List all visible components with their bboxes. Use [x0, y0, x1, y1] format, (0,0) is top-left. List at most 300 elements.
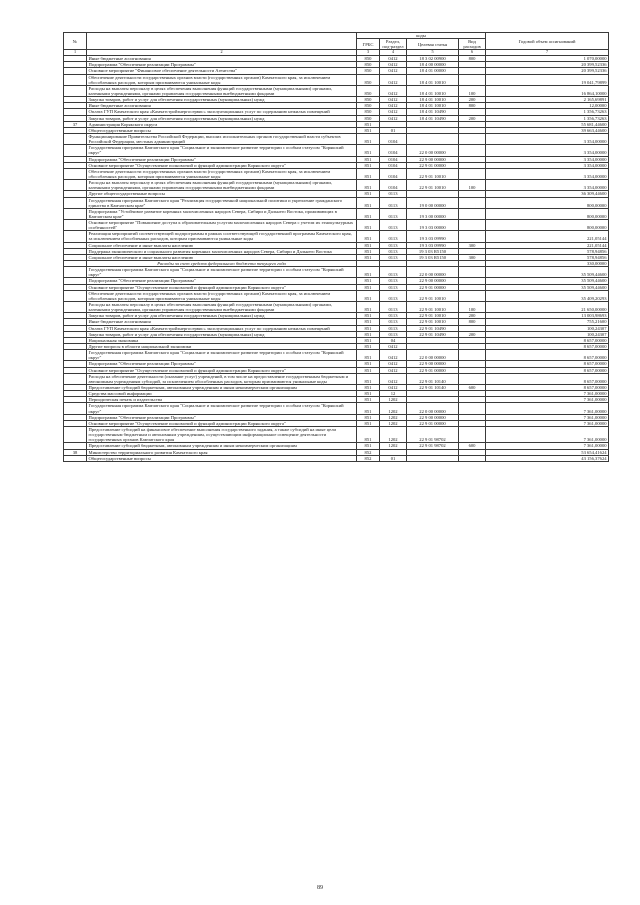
row-amount: 35 509,44600 — [486, 267, 609, 278]
row-amount: 3 354,00000 — [486, 145, 609, 156]
row-expense-type: 100 — [459, 180, 486, 191]
row-target: 22 9 01 00000 — [407, 420, 459, 426]
row-section: 0412 — [380, 103, 407, 109]
row-name: Основное мероприятие "Осуществление полномочий и функций администрации Корякского округа" — [87, 420, 357, 426]
row-section: 0104 — [380, 156, 407, 162]
row-grbs: 851 — [357, 168, 380, 179]
row-grbs: 851 — [357, 443, 380, 449]
row-number — [64, 85, 87, 96]
row-target: 22 9 01 10490 — [407, 325, 459, 331]
row-grbs: 851 — [357, 373, 380, 384]
row-amount: 1 356,73263 — [486, 115, 609, 121]
row-target: 18 4 01 10490 — [407, 109, 459, 115]
row-target: 19 0 00 00000 — [407, 197, 459, 208]
row-target: 22 9 01 98702 — [407, 426, 459, 442]
row-target: 22 0 00 00000 — [407, 350, 459, 361]
row-amount: 19 041,79899 — [486, 74, 609, 85]
row-name: Обеспечение деятельности государственных органов власти (государственных органов) Камчатского края, за исключением обособленных расходов, которым присваиваются уникальные коды — [87, 290, 357, 301]
row-section: 1202 — [380, 397, 407, 403]
row-expense-type: 200 — [459, 97, 486, 103]
row-name: Иные бюджетные ассигнования — [87, 56, 357, 62]
row-grbs: 851 — [357, 337, 380, 343]
table-body — [64, 56, 609, 462]
row-amount: 20 399,52336 — [486, 62, 609, 68]
row-target: 22 9 01 10010 — [407, 168, 459, 179]
row-section: 0412 — [380, 115, 407, 121]
row-grbs: 851 — [357, 325, 380, 331]
row-amount: 2 165,69891 — [486, 97, 609, 103]
row-name: Поддержка экономического и социального развития коренных малочисленных народов Севера, Сибири и Дальнего Востока — [87, 248, 357, 254]
column-index: 5 — [407, 50, 459, 56]
row-amount: 35 409,20293 — [486, 290, 609, 301]
row-expense-type — [459, 231, 486, 242]
row-amount: 8 657,00000 — [486, 385, 609, 391]
row-name: Иные бюджетные ассигнования — [87, 103, 357, 109]
header-number: № — [64, 33, 87, 50]
row-amount: 800,00000 — [486, 197, 609, 208]
row-target: 22 9 01 10010 — [407, 319, 459, 325]
row-target — [407, 455, 459, 461]
row-number — [64, 290, 87, 301]
row-section: 0104 — [380, 145, 407, 156]
row-expense-type: 800 — [459, 319, 486, 325]
row-expense-type: 200 — [459, 115, 486, 121]
row-amount: 3 354,00000 — [486, 162, 609, 168]
row-section: 1202 — [380, 426, 407, 442]
row-section: 04 — [380, 337, 407, 343]
row-section: 0113 — [380, 220, 407, 231]
header-target: Целевая статья — [407, 39, 459, 50]
row-target: 18 4 01 10010 — [407, 85, 459, 96]
row-number — [64, 74, 87, 85]
row-amount: 35 509,44600 — [486, 278, 609, 284]
header-codes-group: коды — [357, 33, 486, 39]
table-row — [64, 350, 609, 361]
row-name: Подпрограмма "Обеспечение реализации Программы" — [87, 361, 357, 367]
row-number — [64, 231, 87, 242]
row-name: Основное мероприятие "Финансовое обеспечение деятельности Агентства" — [87, 68, 357, 74]
row-grbs: 851 — [357, 267, 380, 278]
row-target: 19 3 03 00000 — [407, 220, 459, 231]
row-target: 22 9 01 10140 — [407, 373, 459, 384]
row-number: 38 — [64, 449, 87, 455]
row-amount: 3 354,00000 — [486, 168, 609, 179]
row-name: Закупка товаров, работ и услуг для обеспечения государственных (муниципальных) нужд — [87, 331, 357, 337]
row-amount: 39 663,44600 — [486, 127, 609, 133]
row-expense-type — [459, 403, 486, 414]
column-index: 7 — [486, 50, 609, 56]
row-section: 0412 — [380, 367, 407, 373]
row-name: Подпрограмма "Обеспечение реализации Программы" — [87, 278, 357, 284]
row-amount: 755,21600 — [486, 319, 609, 325]
row-grbs: 851 — [357, 278, 380, 284]
row-expense-type: 800 — [459, 103, 486, 109]
row-target: 22 9 01 98702 — [407, 443, 459, 449]
row-target: 22 9 01 10010 — [407, 313, 459, 319]
row-expense-type: 200 — [459, 313, 486, 319]
column-index: 4 — [380, 50, 407, 56]
row-section: 0113 — [380, 313, 407, 319]
row-section: 0104 — [380, 168, 407, 179]
row-grbs: 851 — [357, 254, 380, 260]
row-name: Основное мероприятие "Повышение доступа к образовательным услугам малочисленных народов Севера с учетом их этнокультурных особенностей" — [87, 220, 357, 231]
row-name: Периодическая печать и издательства — [87, 397, 357, 403]
row-target: 19 3 03 09990 — [407, 231, 459, 242]
row-grbs: 851 — [357, 331, 380, 337]
row-name: Общегосударственные вопросы — [87, 127, 357, 133]
row-grbs: 851 — [357, 290, 380, 301]
table-row — [64, 426, 609, 442]
column-index: 2 — [87, 50, 357, 56]
row-amount: 3 354,00000 — [486, 133, 609, 144]
row-name: Обеспечение деятельности государственных органов власти (государственных органов) Камчатского края, за исключением обособленных расходов, которым присваиваются уникальные коды — [87, 74, 357, 85]
table-row — [64, 231, 609, 242]
row-amount: 7 361,00000 — [486, 391, 609, 397]
row-expense-type — [459, 290, 486, 301]
row-name: Предоставление субсидий бюджетным, автономным учреждениям и иным некоммерческим организациям — [87, 385, 357, 391]
row-name: Государственная программа Камчатского края "Социальное и экономическое развитие территории с особым статусом "Корякский округ" — [87, 403, 357, 414]
row-section: 01 — [380, 127, 407, 133]
row-grbs: 851 — [357, 180, 380, 191]
row-section: 0113 — [380, 284, 407, 290]
row-expense-type: 300 — [459, 242, 486, 248]
row-section: 0113 — [380, 191, 407, 197]
row-section: 0412 — [380, 85, 407, 96]
row-grbs: 851 — [357, 127, 380, 133]
row-amount: 7 361,00000 — [486, 426, 609, 442]
row-grbs: 851 — [357, 350, 380, 361]
row-section: 0412 — [380, 56, 407, 62]
row-number — [64, 455, 87, 461]
row-name: Другие общегосударственные вопросы — [87, 191, 357, 197]
column-index: 3 — [357, 50, 380, 56]
header-section: Раздел, под-раздел — [380, 39, 407, 50]
row-section: 0113 — [380, 242, 407, 248]
row-grbs: 851 — [357, 403, 380, 414]
table-row — [64, 208, 609, 219]
row-number — [64, 403, 87, 414]
row-section: 0412 — [380, 97, 407, 103]
table-row — [64, 168, 609, 179]
row-number — [64, 267, 87, 278]
row-target: 22 9 00 00000 — [407, 278, 459, 284]
row-name: Основное мероприятие "Осуществление полномочий и функций администрации Корякского округа" — [87, 284, 357, 290]
row-name: Подпрограмма "Обеспечение реализации Программы" — [87, 62, 357, 68]
row-name: Государственная программа Камчатского края "Социальное и экономическое развитие территории с особым статусом "Корякский округ" — [87, 145, 357, 156]
row-section: 1202 — [380, 443, 407, 449]
header-volume: Годовой объем ассигнований — [486, 33, 609, 50]
row-expense-type: 200 — [459, 331, 486, 337]
row-grbs: 852 — [357, 449, 380, 455]
row-expense-type — [459, 197, 486, 208]
row-amount: 800,00000 — [486, 208, 609, 219]
table-row — [64, 145, 609, 156]
row-target: 22 0 00 00000 — [407, 267, 459, 278]
row-grbs: 850 — [357, 115, 380, 121]
table-row — [64, 373, 609, 384]
row-section: 0113 — [380, 290, 407, 301]
row-grbs: 851 — [357, 242, 380, 248]
row-name: Государственная программа Камчатского края "Социальное и экономическое развитие территории с особым статусом "Корякский округ" — [87, 350, 357, 361]
row-amount: 8 657,00000 — [486, 337, 609, 343]
table-row — [64, 403, 609, 414]
row-name: Закупка товаров, работ и услуг для обеспечения государственных (муниципальных) нужд — [87, 115, 357, 121]
row-expense-type — [459, 208, 486, 219]
row-grbs: 851 — [357, 420, 380, 426]
row-name: Общегосударственные вопросы — [87, 455, 357, 461]
row-number — [64, 302, 87, 313]
row-expense-type — [459, 350, 486, 361]
row-target: 18 4 00 00000 — [407, 62, 459, 68]
row-name: Оплата ГУП Камчатского края «Камчатстройэнергосервис» эксплуатационных услуг по содержанию нежилых помещений — [87, 325, 357, 331]
row-grbs: 850 — [357, 109, 380, 115]
row-target: 22 9 01 10010 — [407, 290, 459, 301]
header-grbs: ГРБС — [357, 39, 380, 50]
row-grbs: 851 — [357, 208, 380, 219]
row-expense-type — [459, 455, 486, 461]
row-section: 0412 — [380, 350, 407, 361]
row-target: 18 4 01 10010 — [407, 103, 459, 109]
row-name: Подпрограмма "Устойчивое развитие коренных малочисленных народов Севера, Сибири и Дальнего Востока, проживающих в Камчатском крае" — [87, 208, 357, 219]
row-target: 19 3 03 R5150 — [407, 248, 459, 254]
row-number — [64, 133, 87, 144]
table-row — [64, 302, 609, 313]
row-target: 18 4 01 00000 — [407, 68, 459, 74]
row-grbs: 851 — [357, 156, 380, 162]
row-section: 0412 — [380, 109, 407, 115]
row-name: Расходы на выплаты персоналу в целях обеспечения выполнения функций государственными (муниципальными) органами, казенными учреждениями, органами управления государственными внебюджетными фондами — [87, 302, 357, 313]
row-amount: 221,05144 — [486, 242, 609, 248]
row-amount: 7 361,00000 — [486, 397, 609, 403]
row-number — [64, 208, 87, 219]
row-target: 22 0 00 00000 — [407, 145, 459, 156]
row-name: Расходы на выплаты персоналу в целях обеспечения выполнения функций государственными (муниципальными) органами, казенными учреждениями, органами управления государственными внебюджетными фондами — [87, 180, 357, 191]
row-expense-type — [459, 133, 486, 144]
row-amount: 578,94856 — [486, 248, 609, 254]
table-row — [64, 267, 609, 278]
row-expense-type — [459, 373, 486, 384]
row-amount: 55 681,44600 — [486, 121, 609, 127]
row-amount: 8 657,00000 — [486, 350, 609, 361]
row-amount: 12,00000 — [486, 103, 609, 109]
row-name: Социальное обеспечение и иные выплаты населению — [87, 254, 357, 260]
row-amount: 20 399,52336 — [486, 68, 609, 74]
row-name: Функционирование Правительства Российской Федерации, высших исполнительных органов государственной власти субъектов Российской Федерации, местных администраций — [87, 133, 357, 144]
row-amount: 3 354,00000 — [486, 156, 609, 162]
row-name: Средства массовой информации — [87, 391, 357, 397]
row-section: 0113 — [380, 208, 407, 219]
row-number — [64, 168, 87, 179]
row-target: 22 9 00 00000 — [407, 414, 459, 420]
row-expense-type — [459, 74, 486, 85]
table-row — [64, 85, 609, 96]
row-amount: 35 509,44600 — [486, 284, 609, 290]
row-section: 0113 — [380, 325, 407, 331]
row-target: 22 9 01 00000 — [407, 284, 459, 290]
row-section: 0104 — [380, 162, 407, 168]
row-grbs: 852 — [357, 455, 380, 461]
row-name: Иные бюджетные ассигнования — [87, 319, 357, 325]
table-row — [64, 197, 609, 208]
row-number — [64, 145, 87, 156]
row-expense-type — [459, 145, 486, 156]
row-amount: 100,24307 — [486, 331, 609, 337]
row-expense-type: 800 — [459, 56, 486, 62]
row-name: Национальная экономика — [87, 337, 357, 343]
row-name: Расходы на обеспечение деятельности (оказание услуг) учреждений, в том числе на предоставление государственным бюджетным и автономным учреждениям субсидий, за исключением обособленных расходов, которым присваиваются уникальные коды — [87, 373, 357, 384]
row-number — [64, 197, 87, 208]
row-amount: 8 657,00000 — [486, 344, 609, 350]
row-section: 0412 — [380, 62, 407, 68]
row-target: 22 9 01 10490 — [407, 331, 459, 337]
row-section: 0113 — [380, 319, 407, 325]
row-name: Расходы за счет средств федерального бюджета текущего года — [87, 261, 357, 267]
header-expense-type: Вид расходов — [459, 39, 486, 50]
row-grbs: 851 — [357, 220, 380, 231]
row-expense-type: 600 — [459, 443, 486, 449]
row-name: Оплата ГУП Камчатского края «Камчатстройэнергосервис» эксплуатационных услуг по содержанию нежилых помещений — [87, 109, 357, 115]
row-section: 1202 — [380, 403, 407, 414]
row-number: 37 — [64, 121, 87, 127]
table-row — [64, 220, 609, 231]
row-number — [64, 350, 87, 361]
row-target: 22 9 00 00000 — [407, 156, 459, 162]
row-section: 0113 — [380, 278, 407, 284]
row-name: Социальное обеспечение и иные выплаты населению — [87, 242, 357, 248]
row-expense-type — [459, 220, 486, 231]
row-amount: 36 309,44600 — [486, 191, 609, 197]
row-name: Государственная программа Камчатского края "Реализация государственной национальной политики и укрепление гражданского единства в Камчатском крае" — [87, 197, 357, 208]
row-amount: 43 156,37624 — [486, 455, 609, 461]
table-row — [64, 74, 609, 85]
row-section: 0113 — [380, 331, 407, 337]
row-section: 0113 — [380, 231, 407, 242]
row-amount: 100,24307 — [486, 325, 609, 331]
row-section: 1202 — [380, 414, 407, 420]
row-amount: 8 657,00000 — [486, 367, 609, 373]
row-grbs: 851 — [357, 361, 380, 367]
row-expense-type: 100 — [459, 85, 486, 96]
row-grbs: 851 — [357, 397, 380, 403]
page-number: 89 — [317, 885, 323, 891]
row-grbs: 851 — [357, 426, 380, 442]
row-expense-type: 100 — [459, 302, 486, 313]
row-target: 22 9 01 10140 — [407, 385, 459, 391]
row-amount: 330,00000 — [486, 261, 609, 267]
row-section: 0113 — [380, 267, 407, 278]
row-target: 18 3 02 00900 — [407, 56, 459, 62]
row-section: 1202 — [380, 420, 407, 426]
row-section: 12 — [380, 391, 407, 397]
row-name: Администрация Корякского округа — [87, 121, 357, 127]
row-grbs: 851 — [357, 385, 380, 391]
row-name: Основное мероприятие "Осуществление полномочий и функций администрации Корякского округа" — [87, 367, 357, 373]
row-target: 22 9 00 00000 — [407, 361, 459, 367]
row-grbs: 851 — [357, 302, 380, 313]
row-grbs: 850 — [357, 56, 380, 62]
row-target: 19 3 00 00000 — [407, 208, 459, 219]
header-name — [87, 33, 357, 50]
row-grbs: 851 — [357, 284, 380, 290]
row-grbs: 851 — [357, 319, 380, 325]
row-name: Министерство территориального развития Камчатского края — [87, 449, 357, 455]
row-name: Расходы на выплаты персоналу в целях обеспечения выполнения функций государственными (муниципальными) органами, казенными учреждениями, органами управления государственными внебюджетными фондами — [87, 85, 357, 96]
row-grbs: 850 — [357, 74, 380, 85]
row-target: 18 4 01 10490 — [407, 115, 459, 121]
row-expense-type — [459, 168, 486, 179]
row-expense-type — [459, 426, 486, 442]
row-number — [64, 373, 87, 384]
row-number — [64, 180, 87, 191]
row-target — [407, 133, 459, 144]
row-grbs: 850 — [357, 62, 380, 68]
budget-table — [63, 32, 609, 462]
column-index: 1 — [64, 50, 87, 56]
row-amount: 3 354,00000 — [486, 180, 609, 191]
row-section: 01 — [380, 455, 407, 461]
row-amount: 21 650,00000 — [486, 302, 609, 313]
row-section: 0113 — [380, 248, 407, 254]
row-name: Подпрограмма "Обеспечение реализации Программы" — [87, 156, 357, 162]
row-amount: 7 361,00000 — [486, 420, 609, 426]
row-target: 22 0 00 00000 — [407, 403, 459, 414]
row-grbs: 851 — [357, 121, 380, 127]
row-number — [64, 220, 87, 231]
row-section: 0412 — [380, 361, 407, 367]
table-row — [64, 180, 609, 191]
row-name: Реализация мероприятий соответствующей подпрограммы в рамках соответствующей государственной программы Камчатского края, за исключением обособленных расходов, которым присваиваются уникальные коды — [87, 231, 357, 242]
row-name: Закупка товаров, работ и услуг для обеспечения государственных (муниципальных) нужд — [87, 97, 357, 103]
row-section: 0113 — [380, 302, 407, 313]
row-amount: 13 003,98693 — [486, 313, 609, 319]
row-target: 22 9 01 00000 — [407, 162, 459, 168]
row-grbs: 851 — [357, 231, 380, 242]
row-expense-type: 300 — [459, 254, 486, 260]
row-target: 22 9 01 00000 — [407, 367, 459, 373]
table-row — [64, 290, 609, 301]
row-section: 0104 — [380, 133, 407, 144]
row-amount: 221,05144 — [486, 231, 609, 242]
row-grbs: 851 — [357, 414, 380, 420]
row-grbs: 850 — [357, 85, 380, 96]
row-target: 18 4 01 10010 — [407, 97, 459, 103]
row-name: Предоставление субсидий на финансовое обеспечение выполнения государственного задания, а также субсидий на иные цели государственным бюджетным и автономным учреждениям, осуществляющим информационное освещение деятельности государственных органов Камчатского края — [87, 426, 357, 442]
row-amount: 8 657,00000 — [486, 361, 609, 367]
row-amount: 8 657,00000 — [486, 373, 609, 384]
row-target: 18 4 01 10010 — [407, 74, 459, 85]
row-grbs: 851 — [357, 191, 380, 197]
row-grbs: 851 — [357, 391, 380, 397]
row-grbs: 850 — [357, 68, 380, 74]
row-grbs: 851 — [357, 367, 380, 373]
row-section: 0412 — [380, 74, 407, 85]
row-name: Предоставление субсидий бюджетным, автономным учреждениям и иным некоммерческим организациям — [87, 443, 357, 449]
row-grbs: 851 — [357, 197, 380, 208]
row-number — [64, 426, 87, 442]
row-expense-type — [459, 267, 486, 278]
row-section: 0104 — [380, 180, 407, 191]
row-amount: 7 361,00000 — [486, 414, 609, 420]
row-section: 0113 — [380, 254, 407, 260]
row-grbs: 851 — [357, 248, 380, 254]
row-amount: 1 356,73263 — [486, 109, 609, 115]
row-section: 0113 — [380, 197, 407, 208]
row-section: 0412 — [380, 68, 407, 74]
row-name: Подпрограмма "Обеспечение реализации Программы" — [87, 414, 357, 420]
table-row — [64, 133, 609, 144]
row-amount: 800,00000 — [486, 220, 609, 231]
row-target: 19 3 03 09990 — [407, 242, 459, 248]
